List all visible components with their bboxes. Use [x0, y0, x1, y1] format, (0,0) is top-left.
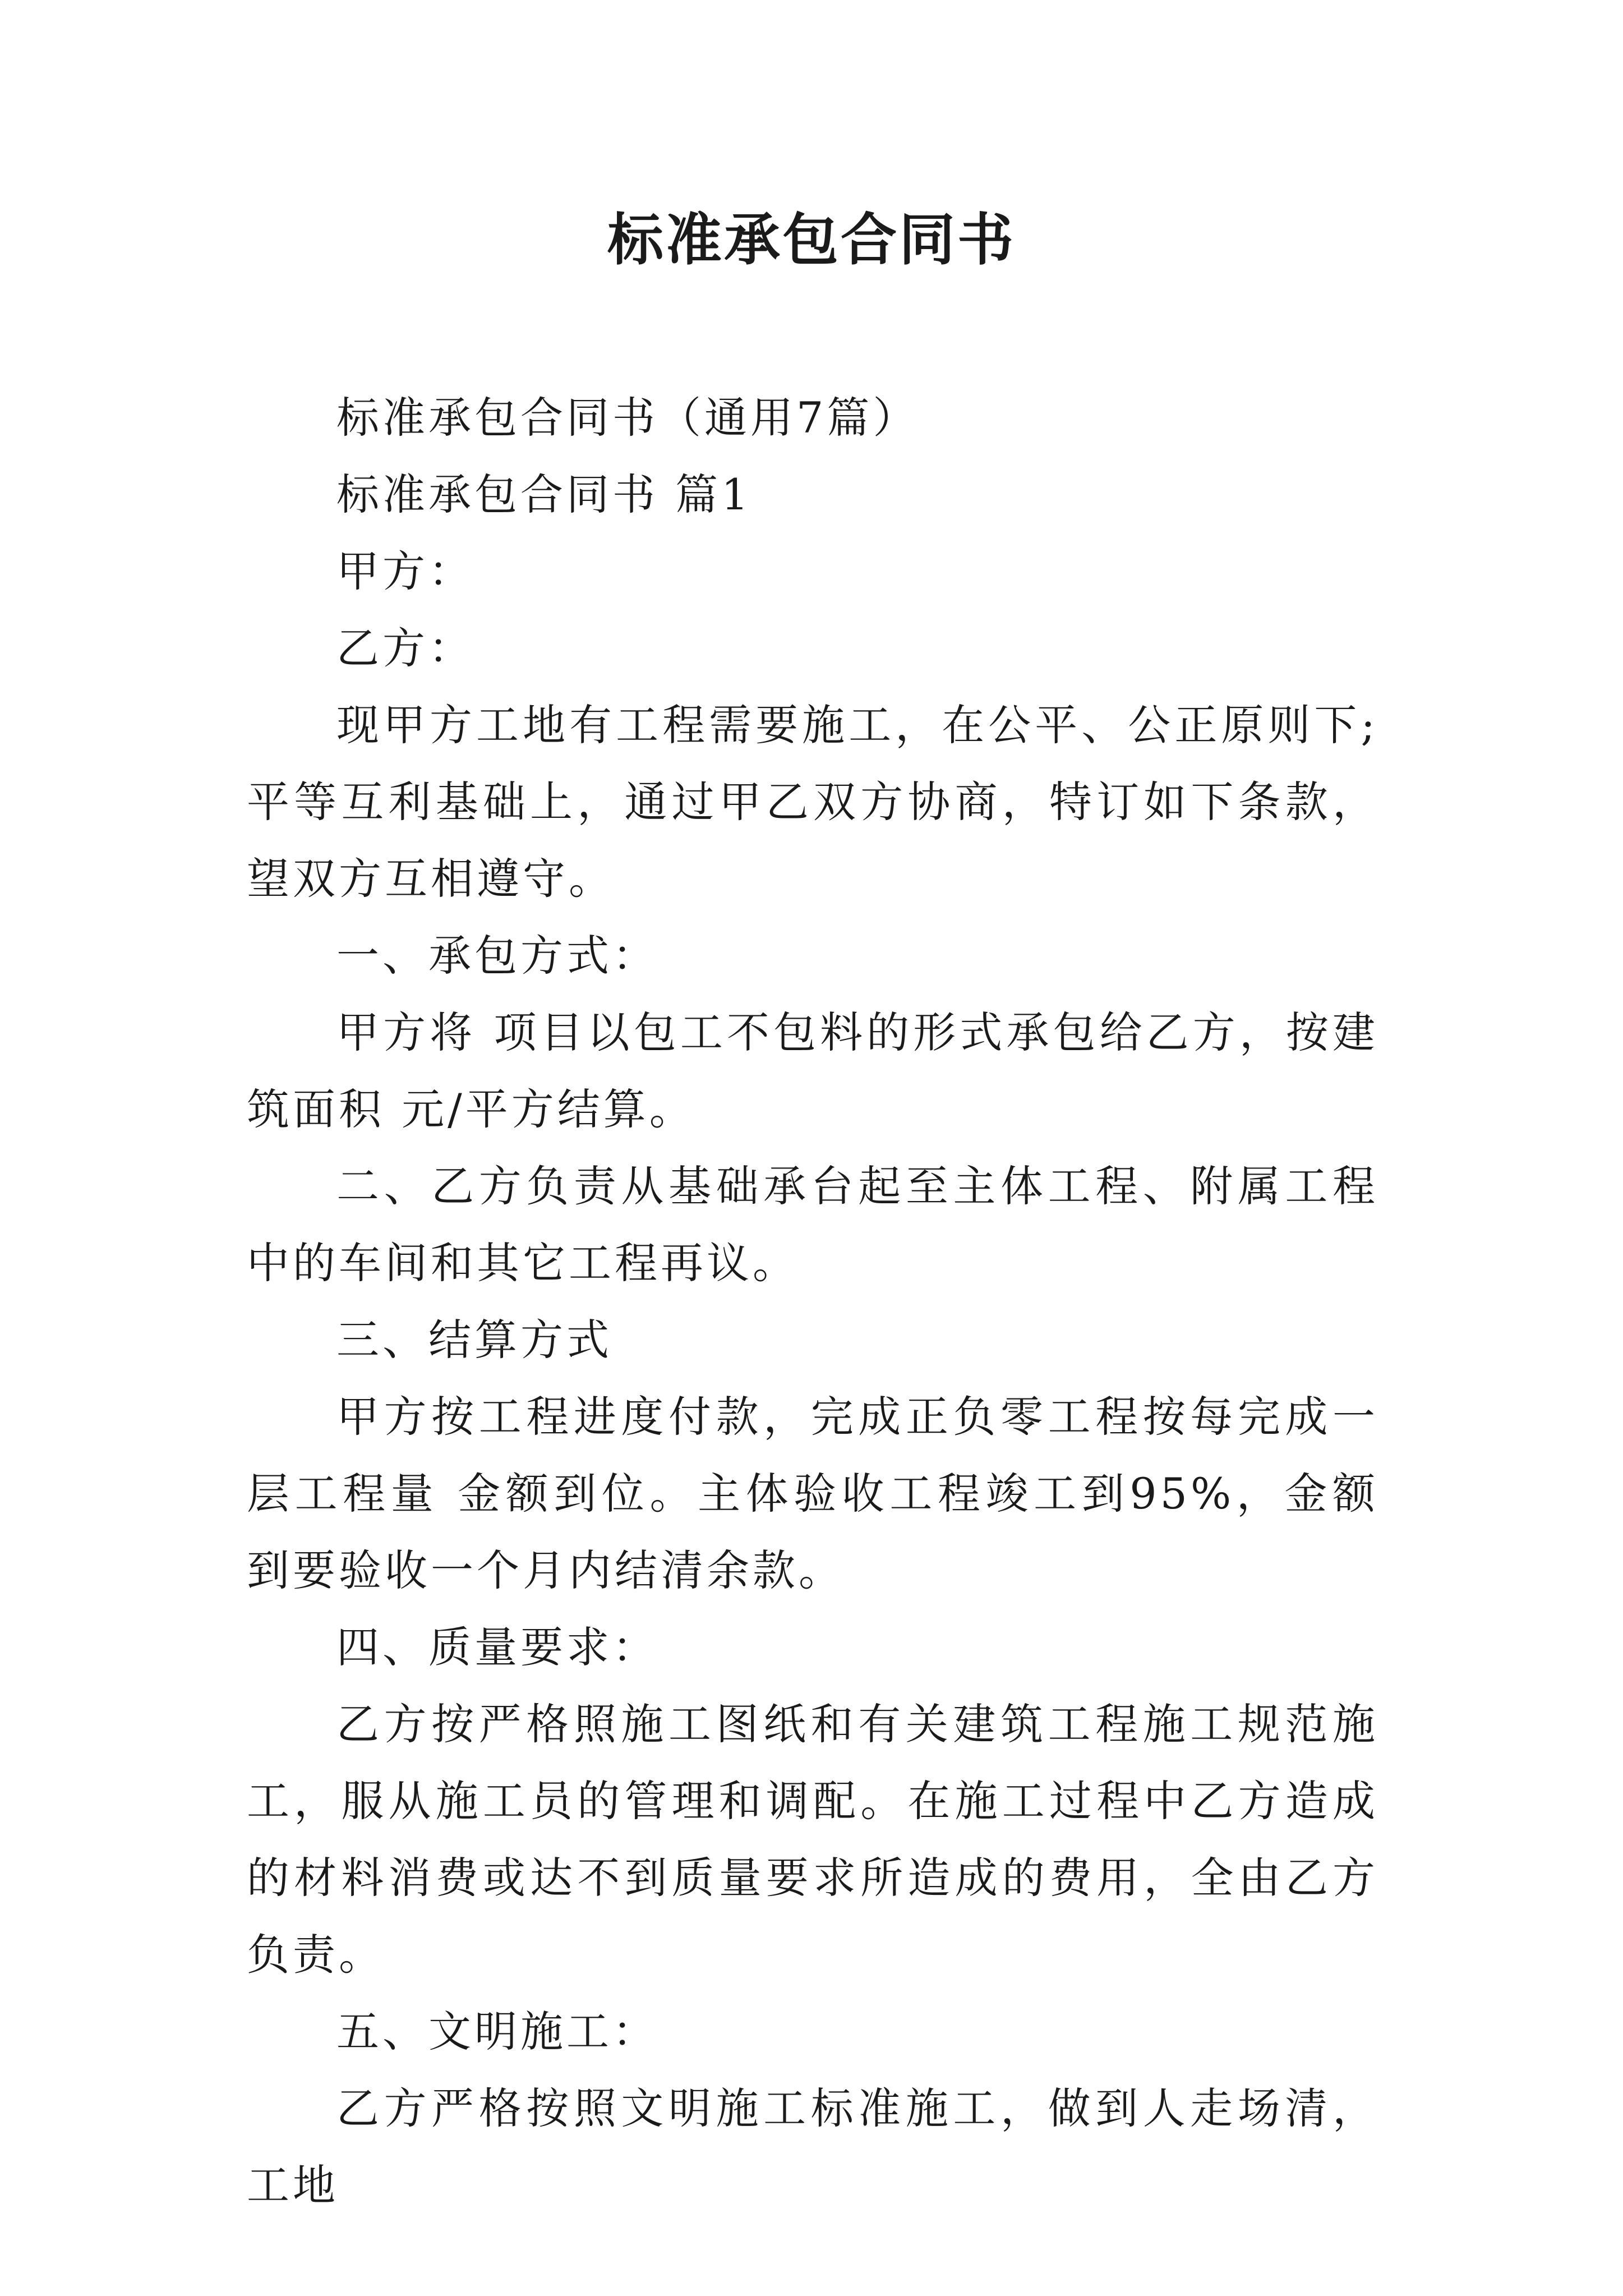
paragraph-chapter-heading: 标准承包合同书 篇1 — [336, 470, 752, 519]
paragraph-quality: 乙方按严格照施工图纸和有关建筑工程施工规范施工，服从施工员的管理和调配。在施工过程中乙方造成的材料消费或达不到质量要求所造成的费用，全由乙方负责。 — [247, 1699, 1378, 1980]
paragraph-subtitle: 标准承包合同书（通用7篇） — [336, 393, 919, 443]
document-title: 标准承包合同书 — [607, 206, 1016, 273]
document-body — [247, 379, 1378, 2224]
section-heading-contract-method: 一、承包方式： — [336, 931, 658, 981]
paragraph-settlement: 甲方按工程进度付款，完成正负零工程按每完成一层工程量 金额到位。主体验收工程竣工到95%，金额到要验收一个月内结清余款。 — [247, 1392, 1378, 1595]
section-heading-civilized-construction: 五、文明施工： — [336, 2007, 658, 2056]
paragraph-preamble: 现甲方工地有工程需要施工，在公平、公正原则下;平等互利基础上，通过甲乙双方协商，特订如下条款，望双方互相遵守。 — [247, 700, 1378, 904]
paragraph-contract-method: 甲方将 项目以包工不包料的形式承包给乙方，按建筑面积 元/平方结算。 — [247, 1007, 1378, 1134]
paragraph-party-b-scope: 二、乙方负责从基础承台起至主体工程、附属工程中的车间和其它工程再议。 — [247, 1161, 1378, 1288]
paragraph-party-b: 乙方： — [336, 623, 474, 673]
section-heading-quality: 四、质量要求： — [336, 1622, 658, 1672]
section-heading-settlement: 三、结算方式 — [336, 1315, 612, 1365]
paragraph-civilized-construction: 乙方严格按照文明施工标准施工，做到人走场清，工地 — [247, 2083, 1378, 2210]
paragraph-party-a: 甲方： — [336, 546, 474, 596]
